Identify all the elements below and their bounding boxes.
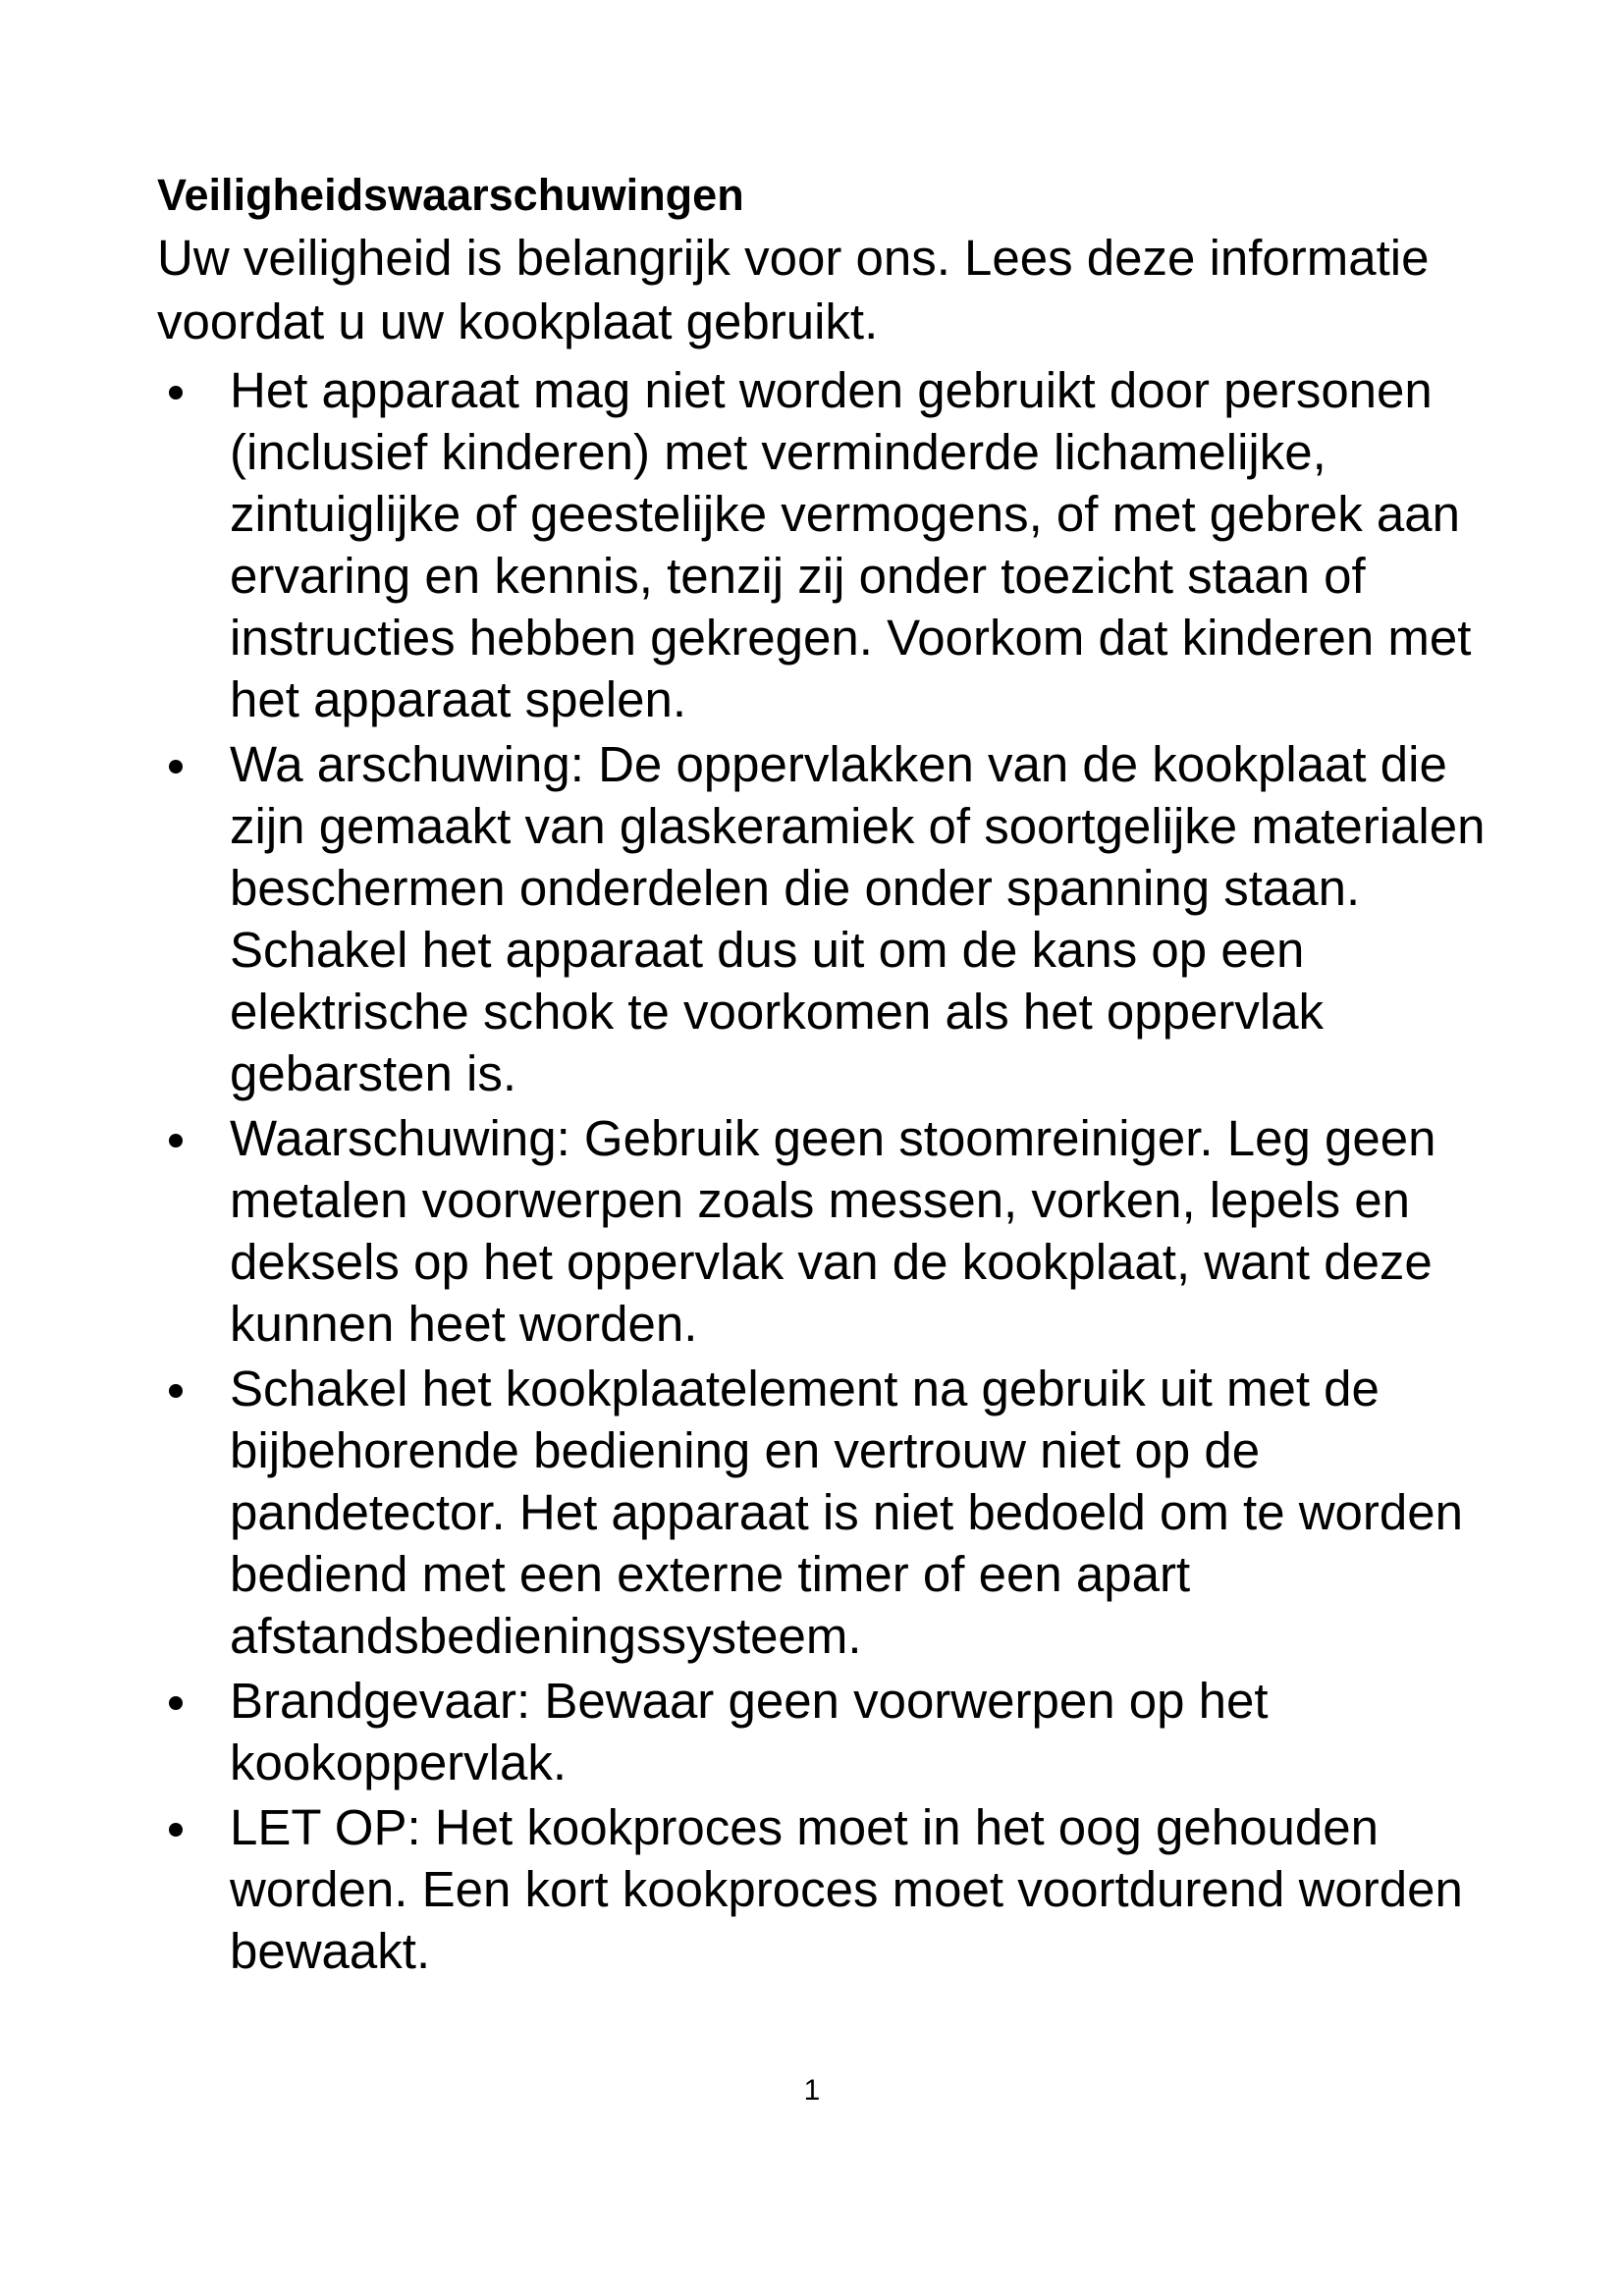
bullet-icon [169, 1134, 183, 1148]
warning-item [157, 1670, 1522, 1793]
intro-paragraph: Uw veiligheid is belangrijk voor ons. Lees deze informatie voordat u uw kookplaat gebruikt. [157, 230, 1430, 349]
bullet-icon [169, 1384, 183, 1398]
page-content [157, 165, 1571, 1985]
warning-item [157, 1358, 1522, 1667]
page-number: 1 [803, 2074, 821, 2107]
warning-list [157, 359, 1571, 1982]
warning-text: Het apparaat mag niet worden gebruikt door personen (inclusief kinderen) met verminderde lichamelijke, zintuiglijke of geestelijke vermogens, of met gebrek aan ervaring en kennis, tenzij zij onder toezicht staan of instructies hebben gekregen. Voorkom dat kinderen met het apparaat spelen. [230, 362, 1472, 727]
warning-text: LET OP: Het kookproces moet in het oog gehouden worden. Een kort kookproces moet voortdurend worden bewaakt. [230, 1799, 1463, 1979]
warning-item [157, 359, 1522, 730]
warning-item [157, 1107, 1522, 1355]
warning-text: Schakel het kookplaatelement na gebruik uit met de bijbehorende bediening en vertrouw niet op de pandetector. Het apparaat is niet bedoeld om te worden bediend met een externe timer of een apart afstandsbedieningssysteem. [230, 1361, 1463, 1664]
warning-text: Waarschuwing: Gebruik geen stoomreiniger. Leg geen metalen voorwerpen zoals messen, vorken, lepels en deksels op het oppervlak van de kookplaat, want deze kunnen heet worden. [230, 1110, 1436, 1352]
warning-text: Wa arschuwing: De oppervlakken van de kookplaat die zijn gemaakt van glaskeramiek of soortgelijke materialen beschermen onderdelen die onder spanning staan. Schakel het apparaat dus uit om de kans op een elektrische schok te voorkomen als het oppervlak gebarsten is. [230, 736, 1486, 1101]
warning-text: Brandgevaar: Bewaar geen voorwerpen op het kookoppervlak. [230, 1673, 1269, 1790]
bullet-icon [169, 760, 183, 774]
page-title: Veiligheidswaarschuwingen [157, 170, 744, 220]
bullet-icon [169, 1696, 183, 1710]
bullet-icon [169, 1823, 183, 1837]
warning-item [157, 1796, 1522, 1982]
bullet-icon [169, 386, 183, 400]
warning-item [157, 733, 1522, 1104]
